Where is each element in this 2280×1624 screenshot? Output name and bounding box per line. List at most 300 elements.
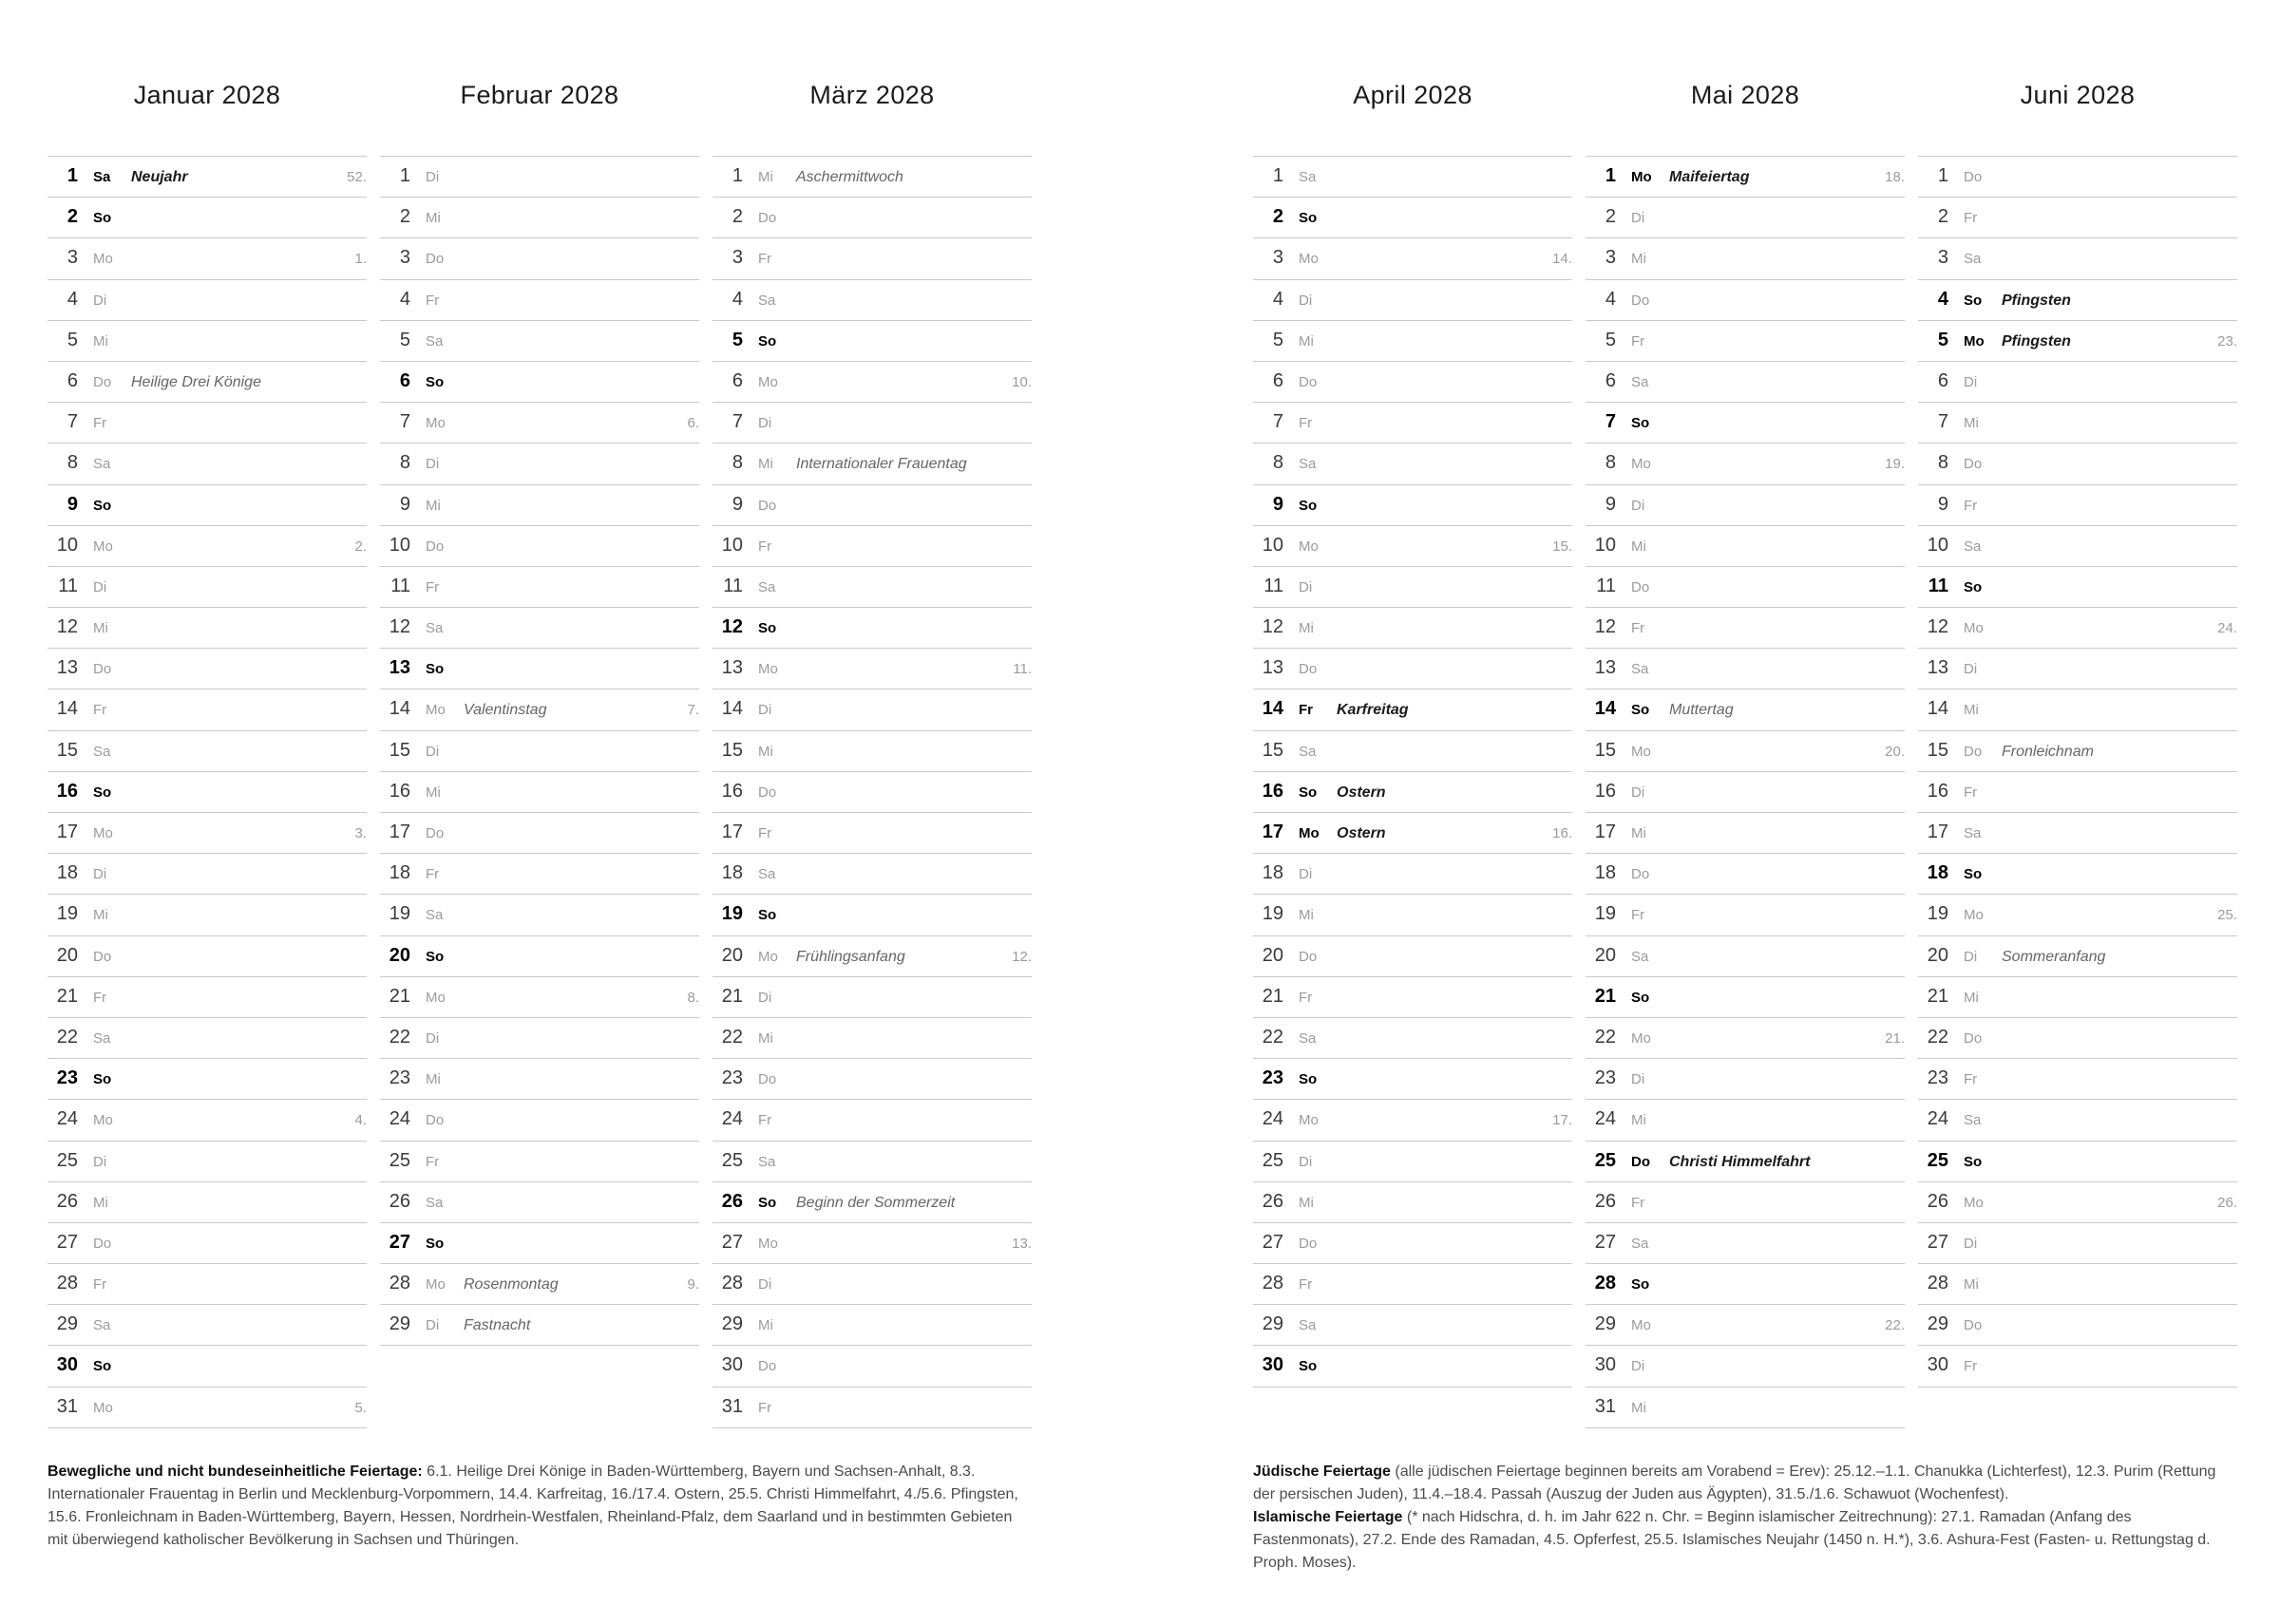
day-row [712,1059,1032,1100]
day-row [1253,1100,1572,1141]
month-title: März 2028 [809,81,935,109]
weekday-abbr: Di [1631,210,1645,227]
day-row [712,157,1032,198]
day-row [380,1059,699,1100]
day-number: 27 [1594,1231,1616,1253]
weekday-abbr: Sa [1299,1317,1317,1334]
day-row [1918,1182,2237,1223]
day-number: 18 [389,862,410,884]
day-row [48,403,367,444]
day-row [1586,1346,1905,1387]
day-row [48,1142,367,1182]
day-number: 29 [389,1313,410,1335]
weekday-abbr: Mi [93,332,108,349]
day-row [1918,649,2237,689]
day-row [712,649,1032,689]
day-number: 28 [1594,1273,1616,1294]
day-row [1918,485,2237,526]
day-number: 20 [56,944,78,966]
week-number: 23. [2217,332,2237,349]
weekday-abbr: Sa [758,866,776,883]
day-row [380,1142,699,1182]
day-row [380,977,699,1018]
day-row [1586,1142,1905,1182]
day-number: 21 [721,985,743,1007]
day-number: 4 [1272,288,1283,310]
day-row [1586,895,1905,935]
day-row [380,198,699,238]
month-title: Mai 2028 [1690,81,1800,109]
weekday-abbr: Sa [1964,538,1982,555]
month-title: April 2028 [1353,81,1472,109]
weekday-abbr: Mo [1299,1112,1319,1129]
weekday-abbr: Sa [1631,1235,1649,1252]
day-row [712,608,1032,649]
day-row [1918,731,2237,772]
weekday-abbr: Fr [758,1399,772,1416]
calendar-spread [48,80,2237,1428]
weekday-abbr: Do [1631,292,1650,309]
day-number: 15 [1262,739,1283,761]
weekday-abbr: Fr [758,538,772,555]
day-row [712,731,1032,772]
day-row [1586,444,1905,484]
weekday-abbr: So [426,1235,445,1252]
weekday-abbr: So [426,661,445,678]
weekday-abbr: Fr [426,292,440,309]
day-row [380,936,699,977]
day-number: 6 [399,369,410,391]
weekday-abbr: Sa [1299,1029,1317,1047]
day-event-label: Internationaler Frauentag [796,456,967,473]
day-number: 24 [1927,1108,1948,1130]
day-event-label: Fronleichnam [2002,743,2094,760]
day-number: 13 [1262,657,1283,679]
day-number: 16 [1262,780,1283,802]
day-number: 14 [1262,698,1283,720]
weekday-abbr: Mi [1299,1194,1314,1211]
day-number: 22 [389,1026,410,1048]
day-row [1586,403,1905,444]
weekday-abbr: So [93,784,112,801]
day-number: 28 [1927,1273,1948,1294]
weekday-abbr: Mi [1299,332,1314,349]
weekday-abbr: So [1631,989,1650,1006]
day-number: 16 [1927,780,1948,802]
weekday-abbr: Mo [1299,251,1319,268]
day-number: 1 [1272,165,1283,186]
day-number: 21 [1262,985,1283,1007]
weekday-abbr: Fr [426,866,440,883]
day-row [1253,977,1572,1018]
day-number: 26 [1262,1190,1283,1212]
day-number: 28 [56,1273,78,1294]
day-number: 22 [721,1026,743,1048]
day-number: 14 [721,698,743,720]
day-number: 12 [721,616,743,638]
day-number: 1 [1937,165,1948,186]
weekday-abbr: Fr [1631,1194,1645,1211]
day-row [712,1223,1032,1264]
day-row [1918,280,2237,321]
month-days [48,156,367,1428]
day-number: 14 [389,698,410,720]
day-row [1253,1182,1572,1223]
day-number: 8 [66,452,78,474]
weekday-abbr: Di [1964,373,1978,390]
day-number: 22 [1594,1026,1616,1048]
day-number: 3 [1937,247,1948,269]
day-number: 25 [1927,1149,1948,1171]
weekday-abbr: Fr [93,989,107,1006]
day-number: 5 [399,329,410,350]
day-row [1253,403,1572,444]
day-row [1253,1142,1572,1182]
weekday-abbr: Sa [758,292,776,309]
day-row [48,772,367,813]
day-number: 8 [1272,452,1283,474]
day-row [48,608,367,649]
weekday-abbr: Mo [758,373,778,390]
day-number: 18 [56,862,78,884]
day-row [380,1305,699,1346]
weekday-abbr: Di [1631,784,1645,801]
day-row [712,689,1032,730]
day-row [48,444,367,484]
weekday-abbr: Sa [1964,1112,1982,1129]
left-page [48,80,1032,1428]
day-row [1253,198,1572,238]
weekday-abbr: Fr [1631,332,1645,349]
weekday-abbr: Do [93,661,112,678]
weekday-abbr: Di [1299,578,1313,595]
day-row [1253,813,1572,854]
day-number: 19 [389,903,410,925]
day-row [380,526,699,567]
day-row [1586,238,1905,279]
weekday-abbr: Sa [1299,169,1317,185]
day-number: 23 [1594,1067,1616,1089]
day-number: 23 [56,1067,78,1089]
day-row [48,813,367,854]
day-row [1918,813,2237,854]
weekday-abbr: So [1964,292,1983,309]
day-event-label: Maifeiertag [1669,169,1750,185]
weekday-abbr: So [93,210,112,227]
day-row [48,689,367,730]
weekday-abbr: Sa [1299,456,1317,473]
day-row [1586,362,1905,403]
day-number: 12 [56,616,78,638]
day-number: 23 [389,1067,410,1089]
weekday-abbr: Sa [1631,373,1649,390]
day-number: 9 [732,493,743,515]
weekday-abbr: Do [93,1235,112,1252]
weekday-abbr: Sa [1299,743,1317,760]
day-number: 23 [1927,1067,1948,1089]
day-number: 21 [56,985,78,1007]
day-number: 28 [1262,1273,1283,1294]
week-number: 5. [354,1399,367,1416]
week-number: 10. [1012,373,1032,390]
day-number: 18 [1594,862,1616,884]
day-row [48,526,367,567]
day-number: 2 [66,206,78,228]
weekday-abbr: Mi [1631,538,1646,555]
day-number: 6 [1272,369,1283,391]
weekday-abbr: Di [758,415,772,432]
weekday-abbr: Do [426,538,445,555]
day-row [1586,1059,1905,1100]
weekday-abbr: Do [1964,1317,1983,1334]
weekday-abbr: Di [426,169,440,185]
day-number: 5 [1605,329,1616,350]
day-row [1918,1223,2237,1264]
week-number: 9. [687,1276,699,1294]
weekday-abbr: Mi [93,907,108,924]
weekday-abbr: Do [93,948,112,965]
weekday-abbr: Mo [1631,1029,1651,1047]
footer-paragraph: Islamische Feiertage (* nach Hidschra, d. h. im Jahr 622 n. Chr. = Beginn islamischer Zeitrechnung): 27.1. Ramadan (Anfang des Fastenmonats), 27.2. Ende des Ramadan, 4.5. Opferfest, 25.5. Islamisches Neujahr (1450 n. H.*), 3.6. Ashura-Fest (Fasten- u. Rettungstag d. Proph. Moses). [1253,1509,2211,1571]
weekday-abbr: Do [1299,1235,1318,1252]
day-row [1586,1264,1905,1305]
week-number: 17. [1552,1112,1572,1129]
day-number: 29 [1262,1313,1283,1335]
day-number: 24 [721,1108,743,1130]
day-row [712,936,1032,977]
day-row [380,649,699,689]
weekday-abbr: Sa [1964,825,1982,841]
weekday-abbr: Mo [1299,825,1320,841]
day-number: 4 [399,288,410,310]
day-number: 24 [1594,1108,1616,1130]
weekday-abbr: Do [426,825,445,841]
day-number: 19 [1927,903,1948,925]
day-number: 4 [66,288,78,310]
weekday-abbr: So [1299,784,1318,801]
day-event-label: Muttertag [1669,702,1734,719]
day-row [1586,1182,1905,1223]
day-event-label: Karfreitag [1337,702,1409,719]
day-row [380,485,699,526]
month-title: Juni 2028 [2020,81,2136,109]
weekday-abbr: Fr [426,1153,440,1170]
day-row [1253,772,1572,813]
day-number: 12 [389,616,410,638]
day-number: 23 [721,1067,743,1089]
weekday-abbr: Do [1299,661,1318,678]
weekday-abbr: Sa [1631,661,1649,678]
day-number: 11 [1264,575,1283,596]
day-row [1253,1305,1572,1346]
weekday-abbr: Sa [426,620,444,637]
day-number: 7 [732,411,743,433]
weekday-abbr: Mo [1631,456,1651,473]
day-number: 1 [399,165,410,186]
weekday-abbr: Mi [1299,907,1314,924]
weekday-abbr: Sa [1631,948,1649,965]
day-number: 29 [1927,1313,1948,1335]
day-row [712,526,1032,567]
day-row [380,1018,699,1059]
weekday-abbr: Mi [1964,702,1979,719]
day-number: 12 [1262,616,1283,638]
weekday-abbr: Mo [1631,1317,1651,1334]
weekday-abbr: Di [758,702,772,719]
day-number: 2 [1272,206,1283,228]
day-number: 11 [390,575,410,596]
day-row [1586,198,1905,238]
day-row [712,321,1032,362]
day-row [1918,321,2237,362]
day-row [1918,1018,2237,1059]
weekday-abbr: Di [1631,1071,1645,1088]
day-row [1586,813,1905,854]
weekday-abbr: So [758,332,777,349]
weekday-abbr: Fr [1299,702,1313,719]
day-number: 1 [66,165,78,186]
weekday-abbr: Mi [758,456,773,473]
day-number: 19 [1594,903,1616,925]
day-row [1253,895,1572,935]
weekday-abbr: Do [1964,169,1983,185]
day-row [712,772,1032,813]
day-number: 15 [1594,739,1616,761]
day-row [48,1223,367,1264]
day-row [1253,157,1572,198]
weekday-abbr: Sa [426,332,444,349]
footer-left-holidays-note [48,1461,1028,1552]
day-row [712,403,1032,444]
day-row [1918,444,2237,484]
weekday-abbr: Di [426,1029,440,1047]
day-number: 26 [1927,1190,1948,1212]
month-days [712,156,1032,1428]
day-row [1253,689,1572,730]
weekday-abbr: Fr [1964,1358,1978,1375]
month-days [1586,156,1905,1428]
day-row [1253,608,1572,649]
weekday-abbr: Sa [1964,251,1982,268]
week-number: 22. [1885,1317,1905,1334]
day-number: 13 [389,657,410,679]
day-row [1918,403,2237,444]
day-row [1586,1223,1905,1264]
day-number: 9 [66,493,78,515]
weekday-abbr: Do [1631,578,1650,595]
weekday-abbr: Mo [426,989,446,1006]
weekday-abbr: Di [1299,866,1313,883]
weekday-abbr: So [93,497,112,514]
day-row [1586,157,1905,198]
day-number: 29 [56,1313,78,1335]
day-number: 13 [56,657,78,679]
day-number: 2 [1605,206,1616,228]
day-number: 9 [399,493,410,515]
day-number: 30 [1262,1354,1283,1376]
week-number: 11. [1013,661,1032,678]
day-row [48,936,367,977]
weekday-abbr: Mi [1964,989,1979,1006]
weekday-abbr: Mi [758,743,773,760]
day-row [380,157,699,198]
weekday-abbr: Di [93,292,107,309]
weekday-abbr: Di [426,1317,440,1334]
weekday-abbr: So [426,948,445,965]
day-row [1586,321,1905,362]
day-number: 6 [66,369,78,391]
day-number: 27 [721,1231,743,1253]
day-row [712,1100,1032,1141]
weekday-abbr: So [1299,1358,1318,1375]
day-number: 10 [721,534,743,556]
day-row [1586,977,1905,1018]
weekday-abbr: Do [1964,743,1983,760]
day-row [1918,1264,2237,1305]
day-number: 16 [56,780,78,802]
day-row [48,1388,367,1428]
month-column-maerz [712,80,1032,1428]
day-row [1253,1018,1572,1059]
day-row [1586,1018,1905,1059]
day-number: 19 [56,903,78,925]
weekday-abbr: Fr [93,1276,107,1294]
day-row [48,362,367,403]
weekday-abbr: Do [758,497,777,514]
weekday-abbr: Mo [93,251,113,268]
day-event-label: Beginn der Sommerzeit [796,1194,956,1211]
day-row [1253,321,1572,362]
day-row [48,238,367,279]
day-event-label: Sommeranfang [2002,948,2106,965]
day-row [1253,1346,1572,1387]
weekday-abbr: Mi [1631,1399,1646,1416]
day-row [1918,1059,2237,1100]
day-row [48,854,367,895]
day-number: 18 [1927,862,1948,884]
day-number: 11 [1928,575,1948,596]
weekday-abbr: Do [1631,866,1650,883]
right-page [1253,80,2237,1428]
weekday-abbr: Mi [758,1317,773,1334]
weekday-abbr: Sa [758,578,776,595]
weekday-abbr: Di [1631,1358,1645,1375]
day-number: 31 [56,1395,78,1417]
weekday-abbr: Sa [758,1153,776,1170]
weekday-abbr: Do [758,1358,777,1375]
day-row [380,321,699,362]
day-number: 29 [1594,1313,1616,1335]
weekday-abbr: Mi [1964,1276,1979,1294]
week-number: 24. [2217,620,2237,637]
day-row [48,567,367,608]
day-row [48,1100,367,1141]
week-number: 8. [687,989,699,1006]
day-number: 22 [1927,1026,1948,1048]
day-row [1253,567,1572,608]
weekday-abbr: Mo [1964,620,1984,637]
week-number: 1. [354,251,367,268]
month-column-januar [48,80,367,1428]
day-row [712,1264,1032,1305]
day-row [48,895,367,935]
day-number: 20 [721,944,743,966]
weekday-abbr: Fr [758,251,772,268]
footer-lead-label: Jüdische Feiertage [1253,1463,1391,1480]
day-number: 3 [66,247,78,269]
weekday-abbr: Mo [1631,169,1652,185]
weekday-abbr: Di [758,989,772,1006]
